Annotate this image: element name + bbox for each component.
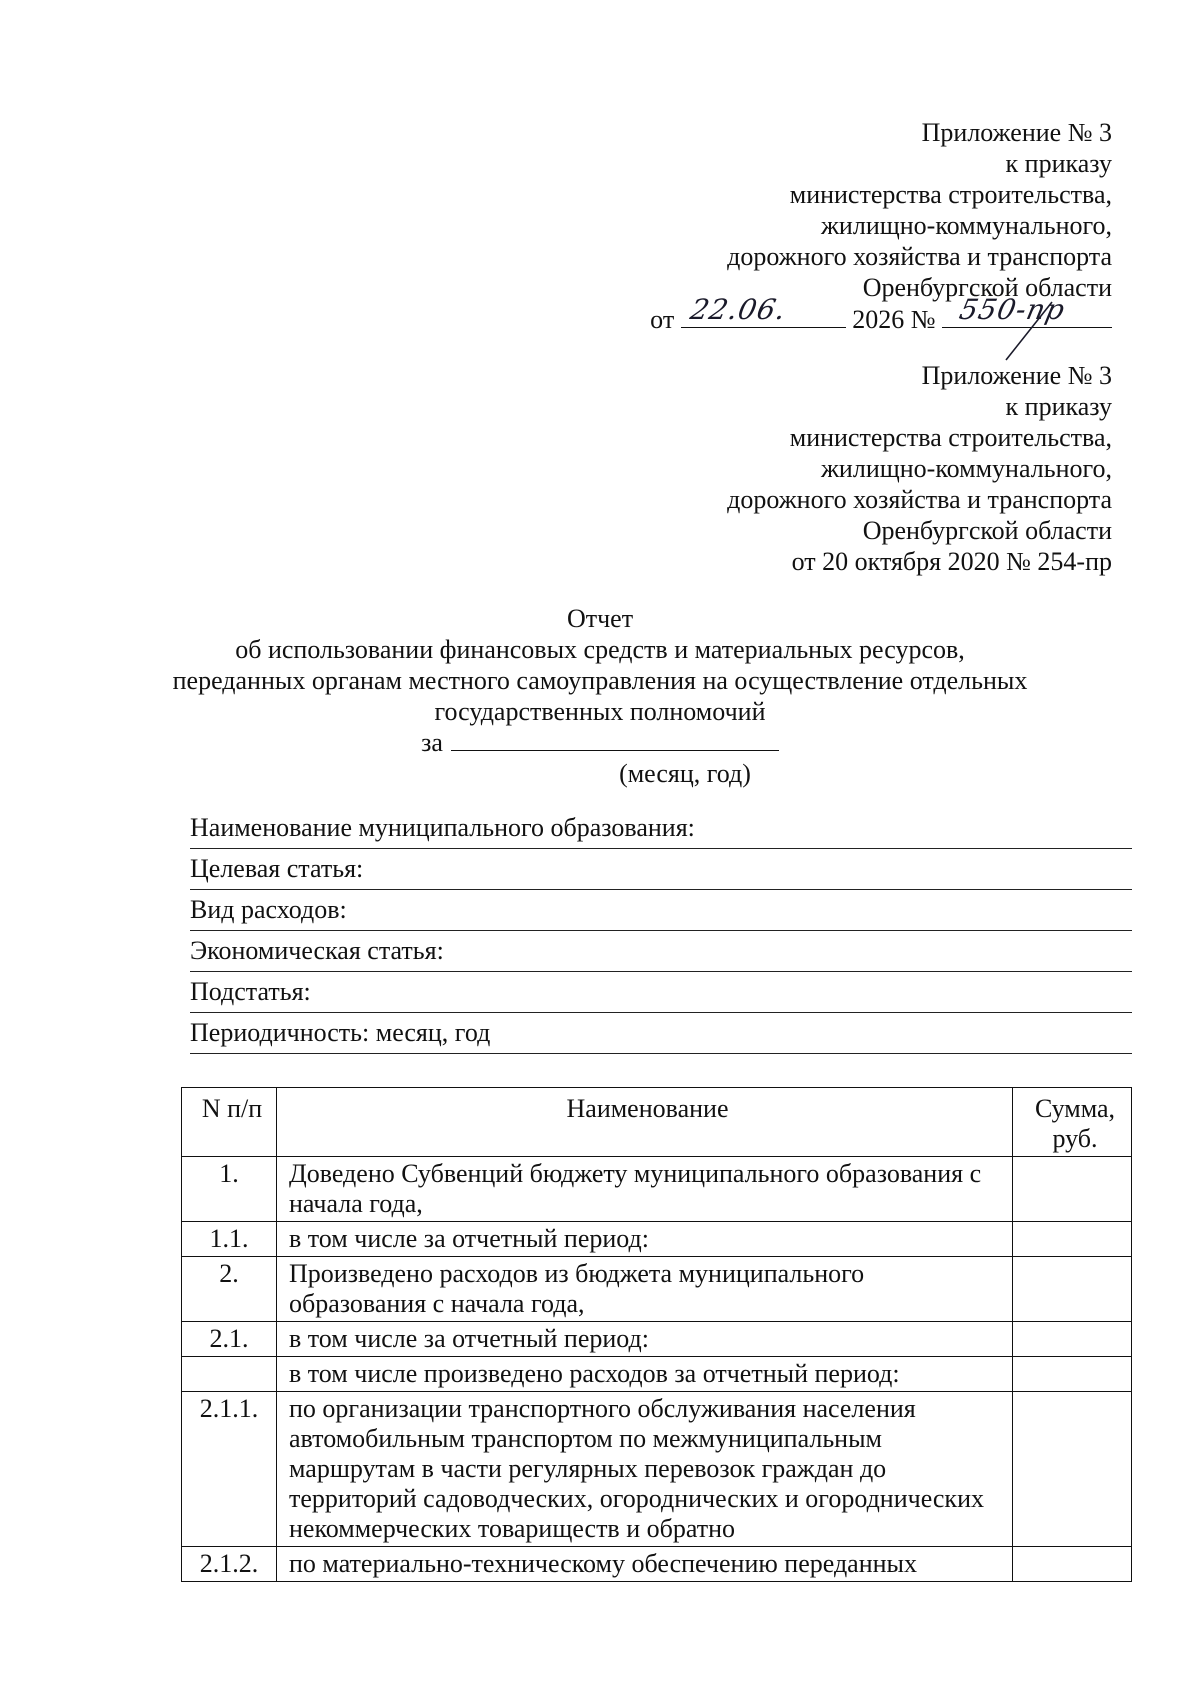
appendix-header-old	[727, 360, 1112, 577]
date-blank	[681, 293, 846, 328]
table-row	[182, 1222, 1132, 1257]
to-order-label: к приказу	[1005, 149, 1112, 178]
row-sum-cell[interactable]	[1013, 1222, 1132, 1257]
report-title-line-2: переданных органам местного самоуправления на осуществление отдельных	[172, 666, 1028, 695]
ministry-line-1: министерства строительства,	[789, 180, 1112, 209]
table-row	[182, 1257, 1132, 1322]
row-name: Доведено Субвенций бюджету муниципального образования с начала года,	[277, 1157, 1013, 1222]
header-num: N п/п	[182, 1088, 277, 1157]
table-header-row	[182, 1088, 1132, 1157]
report-title-line-3: государственных полномочий	[434, 697, 766, 726]
handwritten-date: 22.06.	[687, 293, 790, 326]
table-row	[182, 1547, 1132, 1582]
meta-field-target-article: Целевая статья:	[190, 849, 1132, 890]
row-sum-cell[interactable]	[1013, 1547, 1132, 1582]
appendix-title: Приложение № 3	[921, 118, 1112, 147]
row-name: по организации транспортного обслуживания населения автомобильным транспортом по межмуниципальным маршрутам в части регулярных перевозок граждан до территорий садоводческих, огороднических и огороднических некоммерческих товариществ и обратно	[277, 1392, 1013, 1547]
table-row	[182, 1392, 1132, 1547]
za-label: за	[421, 728, 443, 757]
row-name: в том числе за отчетный период:	[277, 1322, 1013, 1357]
row-num: 2.1.2.	[182, 1547, 277, 1582]
handwritten-stroke-mark	[1000, 300, 1060, 362]
row-name: в том числе произведено расходов за отчетный период:	[277, 1357, 1013, 1392]
row-name: в том числе за отчетный период:	[277, 1222, 1013, 1257]
row-num	[182, 1357, 277, 1392]
row-num: 1.1.	[182, 1222, 277, 1257]
row-num: 2.	[182, 1257, 277, 1322]
region-line: Оренбургской области	[862, 273, 1112, 302]
meta-field-subarticle: Подстатья:	[190, 972, 1132, 1013]
year-label: 2026 №	[852, 305, 936, 334]
meta-field-municipality: Наименование муниципального образования:	[190, 808, 1132, 849]
row-name: Произведено расходов из бюджета муниципального образования с начала года,	[277, 1257, 1013, 1322]
report-table	[181, 1087, 1132, 1582]
to-order-label: к приказу	[1005, 392, 1112, 421]
report-title-line-1: об использовании финансовых средств и материальных ресурсов,	[235, 635, 965, 664]
row-sum-cell[interactable]	[1013, 1322, 1132, 1357]
table-row	[182, 1357, 1132, 1392]
order-date-line: от 20 октября 2020 № 254-пр	[791, 547, 1112, 576]
meta-fields	[190, 808, 1132, 1054]
row-num: 2.1.	[182, 1322, 277, 1357]
report-word: Отчет	[566, 604, 634, 633]
meta-field-expense-type: Вид расходов:	[190, 890, 1132, 931]
ministry-line-2: жилищно-коммунального,	[820, 454, 1112, 483]
meta-field-periodicity: Периодичность: месяц, год	[190, 1013, 1132, 1054]
header-name: Наименование	[277, 1088, 1013, 1157]
table-row	[182, 1157, 1132, 1222]
row-num: 1.	[182, 1157, 277, 1222]
row-name: по материально-техническому обеспечению переданных	[277, 1547, 1013, 1582]
row-sum-cell[interactable]	[1013, 1357, 1132, 1392]
row-num: 2.1.1.	[182, 1392, 277, 1547]
ministry-line-3: дорожного хозяйства и транспорта	[727, 242, 1112, 271]
region-line: Оренбургской области	[862, 516, 1112, 545]
row-sum-cell[interactable]	[1013, 1257, 1132, 1322]
ministry-line-3: дорожного хозяйства и транспорта	[727, 485, 1112, 514]
table-row	[182, 1322, 1132, 1357]
row-sum-cell[interactable]	[1013, 1157, 1132, 1222]
row-sum-cell[interactable]	[1013, 1392, 1132, 1547]
ministry-line-1: министерства строительства,	[789, 423, 1112, 452]
appendix-title: Приложение № 3	[921, 361, 1112, 390]
period-blank	[451, 728, 779, 751]
from-label: от	[650, 305, 675, 334]
meta-field-economic-article: Экономическая статья:	[190, 931, 1132, 972]
period-line	[0, 727, 1200, 758]
handwritten-number: 550-пр	[956, 293, 1069, 326]
header-sum: Сумма, руб.	[1013, 1088, 1132, 1157]
ministry-line-2: жилищно-коммунального,	[820, 211, 1112, 240]
report-title	[0, 603, 1200, 789]
period-hint: (месяц, год)	[619, 759, 751, 788]
